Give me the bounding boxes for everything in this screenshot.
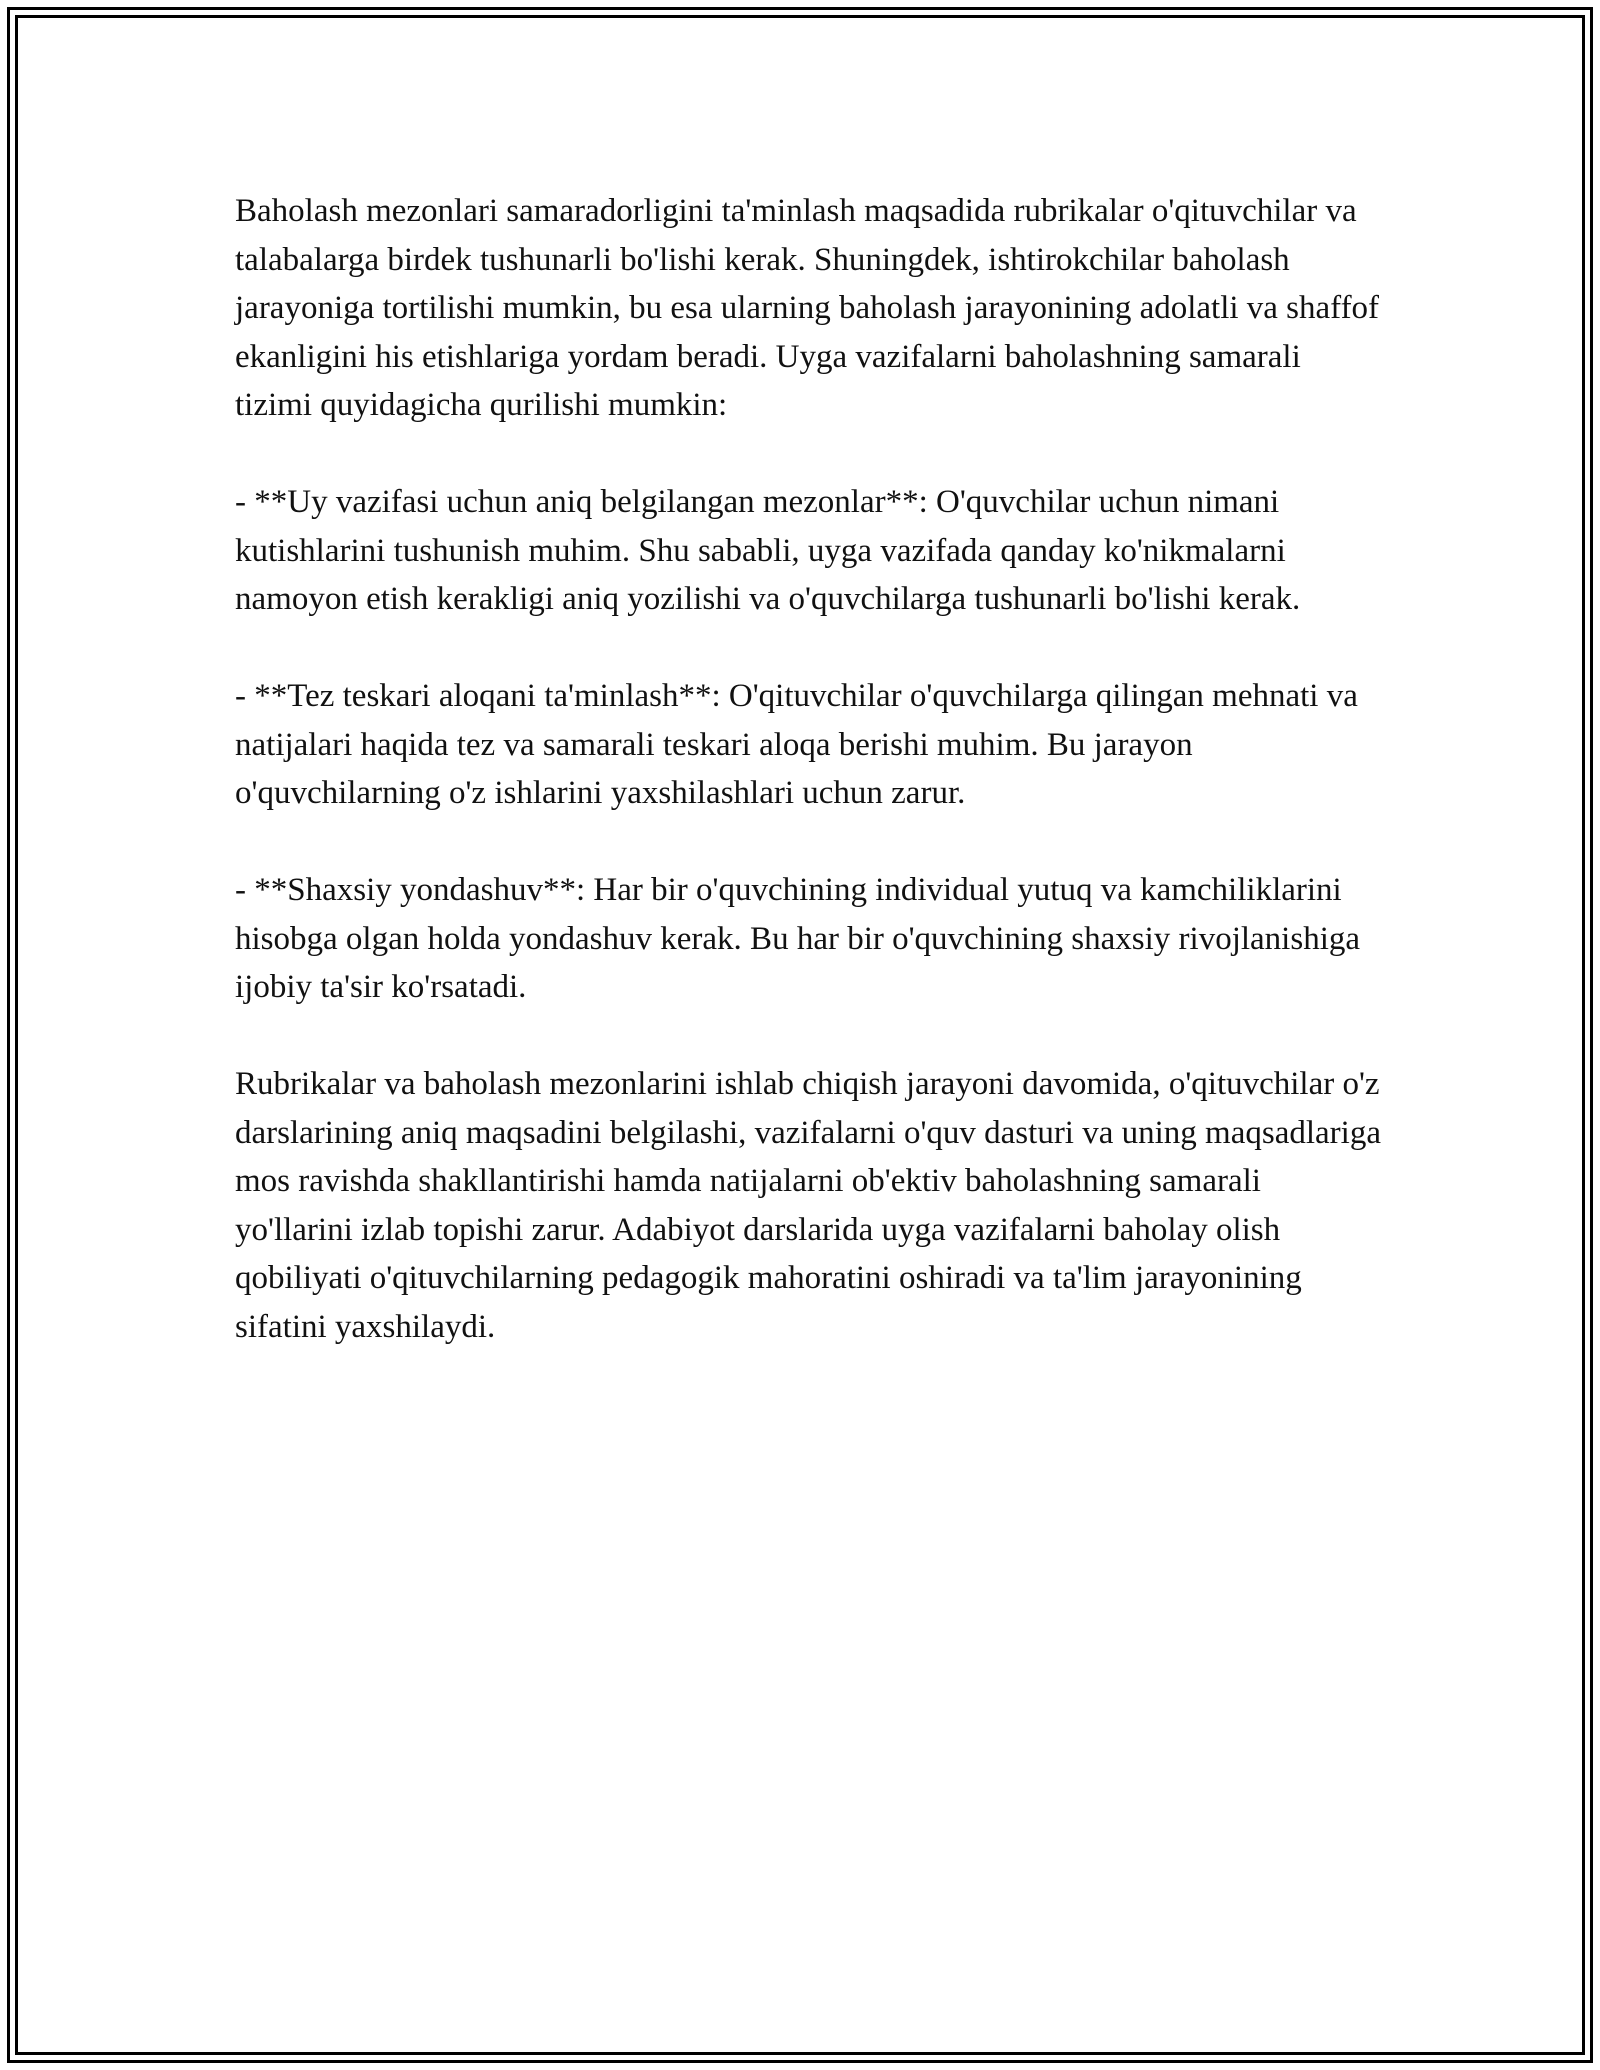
paragraph-personal-approach: - **Shaxsiy yondashuv**: Har bir o'quvchining individual yutuq va kamchiliklarini hisobga olgan holda yondashuv kerak. Bu har bir o'quvchining shaxsiy rivojlanishiga ijobiy ta'sir ko'rsatadi.	[235, 872, 1361, 1005]
paragraph-conclusion: Rubrikalar va baholash mezonlarini ishlab chiqish jarayoni davomida, o'qituvchilar o'z darslarining aniq maqsadini belgilashi, vazifalarni o'quv dasturi va uning maqsadlariga mos ravishda shakllantirishi hamda natijalarni ob'ektiv baholashning samarali yo'llarini izlab topishi zarur. Adabiyot darslarida uyga vazifalarni baholay olish qobiliyati o'qituvchilarning pedagogik mahoratini oshiradi va ta'lim jarayonining sifatini yaxshilaydi.	[235, 1066, 1381, 1345]
paragraph-intro: Baholash mezonlari samaradorligini ta'minlash maqsadida rubrikalar o'qituvchilar va talabalarga birdek tushunarli bo'lishi kerak. Shuningdek, ishtirokchilar baholash jarayoniga tortilishi mumkin, bu esa ularning baholash jarayonining adolatli va shaffof ekanligini his etishlariga yordam beradi. Uyga vazifalarni baholashning samarali tizimi quyidagicha qurilishi mumkin:	[235, 193, 1380, 423]
document-body	[235, 187, 1385, 1400]
paragraph-feedback: - **Tez teskari aloqani ta'minlash**: O'qituvchilar o'quvchilarga qilingan mehnati va natijalari haqida tez va samarali teskari aloqa berishi muhim. Bu jarayon o'quvchilarning o'z ishlarini yaxshilashlari uchun zarur.	[235, 678, 1358, 811]
paragraph-criteria: - **Uy vazifasi uchun aniq belgilangan mezonlar**: O'quvchilar uchun nimani kutishlarini tushunish muhim. Shu sababli, uyga vazifada qanday ko'nikmalarni namoyon etish kerakligi aniq yozilishi va o'quvchilarga tushunarli bo'lishi kerak.	[235, 484, 1301, 617]
